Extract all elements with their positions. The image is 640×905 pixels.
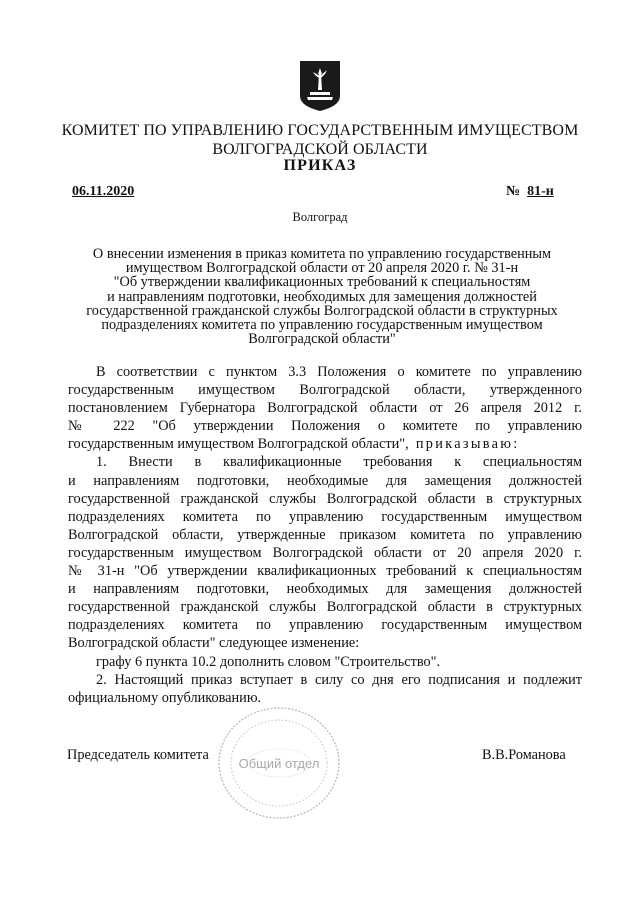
body-line: официальному опубликованию. <box>68 689 262 706</box>
body-line: подразделениях комитета по управлению государственным имуществом <box>68 508 582 525</box>
body-line: Волгоградской области" следующее изменение: <box>68 635 360 652</box>
body-line: государственным имуществом Волгоградской области от 20 апреля 2020 г. <box>68 544 582 561</box>
body-line: государственным имуществом Волгоградской области, утвержденного <box>68 382 582 399</box>
body-line: № 222 "Об утверждении Положения о комитете по управлению <box>68 418 582 435</box>
org-line-2: ВОЛГОГРАДСКОЙ ОБЛАСТИ <box>212 141 428 158</box>
number-prefix: № <box>506 184 521 199</box>
signatory-position: Председатель комитета <box>67 747 209 763</box>
body-line: подразделениях комитета по управлению государственным имуществом <box>68 617 582 634</box>
subject-line: О внесении изменения в приказ комитета по управлению государственным <box>92 246 552 262</box>
document-type: ПРИКАЗ <box>283 157 357 174</box>
body-line: 1. Внести в квалификационные требования к специальностям <box>96 454 582 471</box>
subject-line: подразделениях комитета по управлению государственным имуществом <box>101 317 543 334</box>
body-line <box>68 435 582 453</box>
subject-line: "Об утверждении квалификационных требований к специальностям <box>113 274 531 291</box>
city: Волгоград <box>292 210 348 224</box>
number-value: 81-н <box>527 184 554 199</box>
body-line: и направлениям подготовки, необходимых для замещения должностей <box>68 581 582 598</box>
document-body <box>68 363 582 707</box>
body-line: 2. Настоящий приказ вступает в силу со дня его подписания и подлежит <box>96 671 582 688</box>
body-text: государственным имуществом Волгоградской области", <box>68 436 409 453</box>
org-line-1: КОМИТЕТ ПО УПРАВЛЕНИЮ ГОСУДАРСТВЕННЫМ ИМУЩЕСТВОМ <box>61 122 579 139</box>
body-line: государственной гражданской службы Волгоградской области в структурных <box>68 490 582 507</box>
signatory-name: В.В.Романова <box>482 747 566 763</box>
official-stamp <box>214 703 344 823</box>
body-line: государственной гражданской службы Волгоградской области в структурных <box>68 599 582 616</box>
stamp-center-text: Общий отдел <box>238 756 320 771</box>
coat-of-arms-emblem <box>299 60 341 112</box>
document-date <box>72 184 134 200</box>
body-line: графу 6 пункта 10.2 дополнить словом "Строительство". <box>96 653 441 670</box>
subject-line: Волгоградской области" <box>248 331 396 348</box>
body-line: и направлениям подготовки, необходимые для замещения должностей <box>68 472 582 489</box>
body-line: Волгоградской области, утвержденные приказом комитета по управлению <box>68 526 582 543</box>
subject-line: имуществом Волгоградской области от 20 апреля 2020 г. № 31-н <box>125 260 519 277</box>
order-word: приказываю: <box>415 436 520 453</box>
organization-name <box>0 121 640 159</box>
document-number <box>506 184 554 200</box>
subject-line: и направлениям подготовки, необходимых для замещения должностей <box>107 288 537 305</box>
document-subject <box>66 247 578 346</box>
body-line: постановлением Губернатора Волгоградской области от 26 апреля 2012 г. <box>68 400 582 417</box>
subject-line: государственной гражданской службы Волгоградской области в структурных <box>86 302 558 319</box>
body-line: № 31-н "Об утверждении квалификационных требований к специальностям <box>68 563 582 580</box>
body-line: В соответствии с пунктом 3.3 Положения о комитете по управлению <box>96 364 582 380</box>
document-date-value: 06.11.2020 <box>72 184 135 199</box>
